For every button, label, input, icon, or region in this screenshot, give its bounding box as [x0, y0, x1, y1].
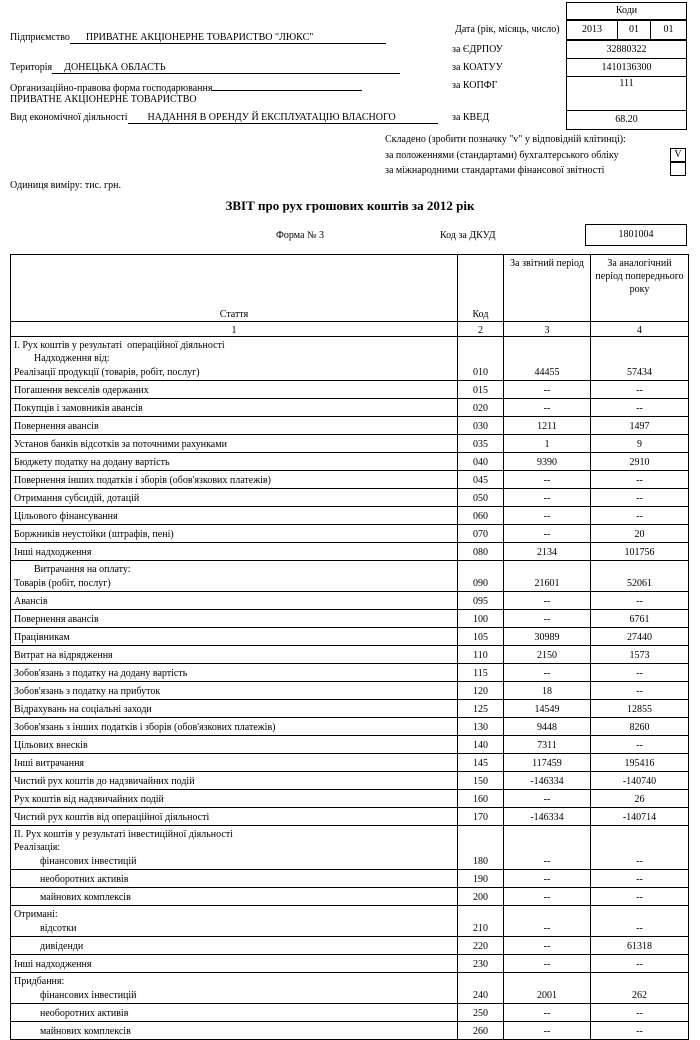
row-code: 260 — [458, 1022, 504, 1040]
table-row — [11, 682, 689, 700]
standards-national: за положеннями (стандартами) бухгалтерського обліку — [385, 150, 619, 161]
row-article — [11, 592, 458, 610]
table-row — [11, 1022, 689, 1040]
row-article — [11, 973, 458, 1004]
table-row — [11, 973, 689, 1004]
international-checkbox[interactable] — [670, 162, 686, 176]
cash-flow-table — [10, 254, 689, 1040]
header-previous: За аналогічний період попереднього року — [591, 255, 689, 322]
date-label: Дата (рік, місяць, число) — [455, 24, 560, 35]
row-article — [11, 664, 458, 682]
row-previous: -140740 — [591, 772, 689, 790]
header-num-2: 2 — [458, 322, 504, 337]
row-label: Товарів (робіт, послуг) — [14, 578, 111, 589]
table-row — [11, 808, 689, 826]
row-previous: -- — [591, 870, 689, 888]
row-current: -- — [504, 888, 591, 906]
kopfg-value: 111 — [566, 76, 687, 111]
row-label: Відрахувань на соціальні заходи — [14, 704, 152, 715]
row-code: 240 — [458, 973, 504, 1004]
table-row — [11, 507, 689, 525]
header-current: За звітний період — [504, 255, 591, 322]
row-current: -- — [504, 525, 591, 543]
row-current: 44455 — [504, 337, 591, 381]
table-row — [11, 754, 689, 772]
legal-form-value: ПРИВАТНЕ АКЦІОНЕРНЕ ТОВАРИСТВО — [10, 94, 197, 105]
row-label: необоротних активів — [40, 1008, 129, 1019]
table-body — [11, 337, 689, 1040]
row-code: 150 — [458, 772, 504, 790]
row-previous: -- — [591, 471, 689, 489]
table-row — [11, 435, 689, 453]
row-current: -- — [504, 1004, 591, 1022]
row-previous: -- — [591, 888, 689, 906]
row-code: 210 — [458, 906, 504, 937]
row-label: дивіденди — [40, 941, 84, 952]
row-previous: 8260 — [591, 718, 689, 736]
table-row — [11, 489, 689, 507]
row-previous: -- — [591, 489, 689, 507]
table-row — [11, 937, 689, 955]
table-row — [11, 736, 689, 754]
dkud-label: Код за ДКУД — [440, 230, 496, 241]
row-current: 7311 — [504, 736, 591, 754]
row-current: -- — [504, 937, 591, 955]
units-label: Одиниця виміру: тис. грн. — [10, 180, 121, 191]
row-current: -- — [504, 826, 591, 870]
row-previous: 1497 — [591, 417, 689, 435]
row-current: 117459 — [504, 754, 591, 772]
row-label: Реалізації продукції (товарів, робіт, послуг) — [14, 367, 200, 378]
kved-label: за КВЕД — [452, 112, 490, 123]
row-article — [11, 754, 458, 772]
row-current: 9390 — [504, 453, 591, 471]
row-code: 110 — [458, 646, 504, 664]
row-code: 030 — [458, 417, 504, 435]
row-label: Покупців і замовників авансів — [14, 403, 143, 414]
row-previous: 27440 — [591, 628, 689, 646]
row-current: 1 — [504, 435, 591, 453]
legal-form-line — [10, 80, 362, 94]
row-code: 050 — [458, 489, 504, 507]
table-row — [11, 888, 689, 906]
row-code: 115 — [458, 664, 504, 682]
row-label: Зобов'язань з податку на додану вартість — [14, 668, 188, 679]
table-row — [11, 790, 689, 808]
row-previous: -- — [591, 381, 689, 399]
table-row — [11, 646, 689, 664]
row-article — [11, 489, 458, 507]
standards-international: за міжнародними стандартами фінансової звітності — [385, 165, 605, 176]
row-previous: -- — [591, 664, 689, 682]
row-label: Боржників неустойки (штрафів, пені) — [14, 529, 174, 540]
territory-value: ДОНЕЦЬКА ОБЛАСТЬ — [52, 62, 400, 74]
row-current: -- — [504, 610, 591, 628]
row-current: 30989 — [504, 628, 591, 646]
row-current: 21601 — [504, 561, 591, 592]
table-row — [11, 1004, 689, 1022]
row-article — [11, 790, 458, 808]
row-current: -146334 — [504, 772, 591, 790]
row-current: -- — [504, 471, 591, 489]
codes-header: Коди — [566, 2, 687, 20]
row-article — [11, 471, 458, 489]
table-row — [11, 772, 689, 790]
table-row — [11, 700, 689, 718]
row-article — [11, 543, 458, 561]
row-label: Установ банків відсотків за поточними рахунками — [14, 439, 227, 450]
row-label: Інші витрачання — [14, 758, 85, 769]
row-current: -- — [504, 399, 591, 417]
row-current: 2150 — [504, 646, 591, 664]
table-row — [11, 826, 689, 870]
table-row — [11, 628, 689, 646]
territory-label: Територія — [10, 62, 53, 73]
table-row — [11, 955, 689, 973]
row-article — [11, 826, 458, 870]
table-row — [11, 471, 689, 489]
row-previous: -- — [591, 399, 689, 417]
row-article — [11, 870, 458, 888]
table-number-row — [11, 322, 689, 337]
row-code: 130 — [458, 718, 504, 736]
report-title: ЗВІТ про рух грошових коштів за 2012 рік — [225, 198, 475, 213]
row-label: Бюджету податку на додану вартість — [14, 457, 170, 468]
header-num-1: 1 — [11, 322, 458, 337]
row-current: -- — [504, 1022, 591, 1040]
row-label: необоротних активів — [40, 874, 129, 885]
koatuu-value: 1410136300 — [566, 58, 687, 77]
row-label: Отримання субсидій, дотацій — [14, 493, 140, 504]
row-section-text: Придбання: — [14, 976, 65, 987]
row-code: 105 — [458, 628, 504, 646]
row-label: Зобов'язань з інших податків і зборів (обов'язкових платежів) — [14, 722, 276, 733]
row-code: 015 — [458, 381, 504, 399]
row-previous: -- — [591, 826, 689, 870]
row-code: 080 — [458, 543, 504, 561]
row-code: 160 — [458, 790, 504, 808]
row-label: фінансових інвестицій — [40, 990, 137, 1001]
row-current: -- — [504, 870, 591, 888]
row-previous: 195416 — [591, 754, 689, 772]
activity-value: НАДАННЯ В ОРЕНДУ Й ЕКСПЛУАТАЦІЮ ВЛАСНОГО — [128, 112, 438, 124]
row-code: 180 — [458, 826, 504, 870]
row-article — [11, 888, 458, 906]
row-current: 18 — [504, 682, 591, 700]
enterprise-value: ПРИВАТНЕ АКЦІОНЕРНЕ ТОВАРИСТВО "ЛЮКС" — [70, 32, 386, 44]
header-num-3: 3 — [504, 322, 591, 337]
row-current: -- — [504, 381, 591, 399]
row-label: Повернення інших податків і зборів (обов'язкових платежів) — [14, 475, 271, 486]
row-previous: 12855 — [591, 700, 689, 718]
row-previous: -- — [591, 1022, 689, 1040]
row-previous: 52061 — [591, 561, 689, 592]
date-day: 01 — [650, 20, 687, 40]
row-article — [11, 906, 458, 937]
standards-intro: Складено (зробити позначку "v" у відповідній клітинці): — [385, 134, 626, 145]
row-label: Витрат на відрядження — [14, 650, 113, 661]
koatuu-label: за КОАТУУ — [452, 62, 503, 73]
row-code: 140 — [458, 736, 504, 754]
territory-line — [10, 62, 400, 74]
table-row — [11, 906, 689, 937]
row-article — [11, 610, 458, 628]
row-article — [11, 682, 458, 700]
table-row — [11, 399, 689, 417]
activity-line — [10, 112, 438, 124]
row-previous: 1573 — [591, 646, 689, 664]
row-label: Цільового фінансування — [14, 511, 118, 522]
table-row — [11, 870, 689, 888]
row-current: -- — [504, 489, 591, 507]
row-article — [11, 700, 458, 718]
row-label: Цільових внесків — [14, 740, 88, 751]
row-label: Чистий рух коштів до надзвичайних подій — [14, 776, 195, 787]
row-code: 090 — [458, 561, 504, 592]
row-article — [11, 1022, 458, 1040]
row-label: майнових комплексів — [40, 892, 131, 903]
row-previous: -- — [591, 955, 689, 973]
row-article — [11, 337, 458, 381]
row-previous: 57434 — [591, 337, 689, 381]
row-current: 14549 — [504, 700, 591, 718]
form-label: Форма № 3 — [276, 230, 324, 241]
row-label: Погашення векселів одержаних — [14, 385, 149, 396]
date-year: 2013 — [566, 20, 618, 40]
row-label: Повернення авансів — [14, 614, 99, 625]
row-article — [11, 507, 458, 525]
row-label: Працівникам — [14, 632, 70, 643]
date-month: 01 — [617, 20, 651, 40]
row-article — [11, 435, 458, 453]
row-code: 190 — [458, 870, 504, 888]
row-article — [11, 955, 458, 973]
row-previous: -- — [591, 906, 689, 937]
row-code: 125 — [458, 700, 504, 718]
row-code: 230 — [458, 955, 504, 973]
row-article — [11, 453, 458, 471]
enterprise-line — [10, 32, 386, 44]
header-code: Код — [458, 255, 504, 322]
row-article — [11, 525, 458, 543]
row-previous: -- — [591, 682, 689, 700]
row-label: Повернення авансів — [14, 421, 99, 432]
row-previous: -- — [591, 1004, 689, 1022]
row-previous: 9 — [591, 435, 689, 453]
row-label: майнових комплексів — [40, 1026, 131, 1037]
row-section-text: Реалізація: — [14, 842, 61, 853]
row-code: 220 — [458, 937, 504, 955]
legal-form-underline — [212, 80, 362, 91]
row-previous: -140714 — [591, 808, 689, 826]
table-row — [11, 453, 689, 471]
row-current: 2134 — [504, 543, 591, 561]
row-code: 035 — [458, 435, 504, 453]
row-code: 170 — [458, 808, 504, 826]
table-row — [11, 417, 689, 435]
row-previous: 20 — [591, 525, 689, 543]
row-label: Інші надходження — [14, 959, 92, 970]
row-current: -- — [504, 906, 591, 937]
legal-form-label: Организаційно-правова форма господарювання — [10, 83, 213, 94]
row-article — [11, 718, 458, 736]
row-code: 010 — [458, 337, 504, 381]
row-article — [11, 808, 458, 826]
row-code: 120 — [458, 682, 504, 700]
row-label: Зобов'язань з податку на прибуток — [14, 686, 161, 697]
row-code: 045 — [458, 471, 504, 489]
row-current: -- — [504, 507, 591, 525]
table-row — [11, 718, 689, 736]
row-previous: 2910 — [591, 453, 689, 471]
row-code: 200 — [458, 888, 504, 906]
row-article — [11, 381, 458, 399]
row-current: 1211 — [504, 417, 591, 435]
row-code: 070 — [458, 525, 504, 543]
row-label: фінансових інвестицій — [40, 856, 137, 867]
row-code: 145 — [458, 754, 504, 772]
row-previous: 26 — [591, 790, 689, 808]
row-label: відсотки — [40, 923, 77, 934]
row-current: -- — [504, 955, 591, 973]
row-article — [11, 646, 458, 664]
row-section-text: II. Рух коштів у результаті інвестиційної діяльності — [14, 829, 233, 840]
table-row — [11, 610, 689, 628]
table-row — [11, 381, 689, 399]
row-code: 060 — [458, 507, 504, 525]
row-section-text: I. Рух коштів у результаті операційної діяльності — [14, 340, 225, 351]
kved-value: 68.20 — [566, 110, 687, 130]
row-current: 9448 — [504, 718, 591, 736]
activity-label: Вид економічної діяльності — [10, 112, 128, 123]
row-section-text: Витрачання на оплату: — [14, 564, 131, 575]
row-current: -- — [504, 790, 591, 808]
national-checkbox[interactable]: V — [670, 148, 686, 162]
row-previous: -- — [591, 736, 689, 754]
row-label: Рух коштів від надзвичайних подій — [14, 794, 164, 805]
table-row — [11, 664, 689, 682]
table-row — [11, 543, 689, 561]
row-article — [11, 399, 458, 417]
edrpou-value: 32880322 — [566, 40, 687, 59]
row-current: -- — [504, 592, 591, 610]
table-row — [11, 592, 689, 610]
row-article — [11, 628, 458, 646]
row-code: 040 — [458, 453, 504, 471]
row-current: -- — [504, 664, 591, 682]
row-code: 095 — [458, 592, 504, 610]
table-row — [11, 525, 689, 543]
row-code: 100 — [458, 610, 504, 628]
header-num-4: 4 — [591, 322, 689, 337]
row-previous: 101756 — [591, 543, 689, 561]
row-current: 2001 — [504, 973, 591, 1004]
table-row — [11, 561, 689, 592]
row-previous: 61318 — [591, 937, 689, 955]
row-article — [11, 417, 458, 435]
row-current: -146334 — [504, 808, 591, 826]
row-article — [11, 736, 458, 754]
row-article — [11, 937, 458, 955]
row-previous: 262 — [591, 973, 689, 1004]
row-previous: 6761 — [591, 610, 689, 628]
header-article: Стаття — [11, 255, 458, 322]
table-row — [11, 337, 689, 381]
row-article — [11, 772, 458, 790]
row-article — [11, 1004, 458, 1022]
row-label: Чистий рух коштів від операційної діяльності — [14, 812, 210, 823]
row-previous: -- — [591, 592, 689, 610]
edrpou-label: за ЄДРПОУ — [452, 44, 503, 55]
row-section-text: Надходження від: — [14, 353, 110, 364]
dkud-value: 1801004 — [585, 224, 687, 246]
row-code: 250 — [458, 1004, 504, 1022]
row-label: Інші надходження — [14, 547, 92, 558]
kopfg-label: за КОПФГ — [452, 80, 498, 91]
row-previous: -- — [591, 507, 689, 525]
row-section-text: Отримані: — [14, 909, 58, 920]
enterprise-label: Підприємство — [10, 32, 70, 43]
row-article — [11, 561, 458, 592]
row-label: Авансів — [14, 596, 48, 607]
row-code: 020 — [458, 399, 504, 417]
table-header-row — [11, 255, 689, 322]
